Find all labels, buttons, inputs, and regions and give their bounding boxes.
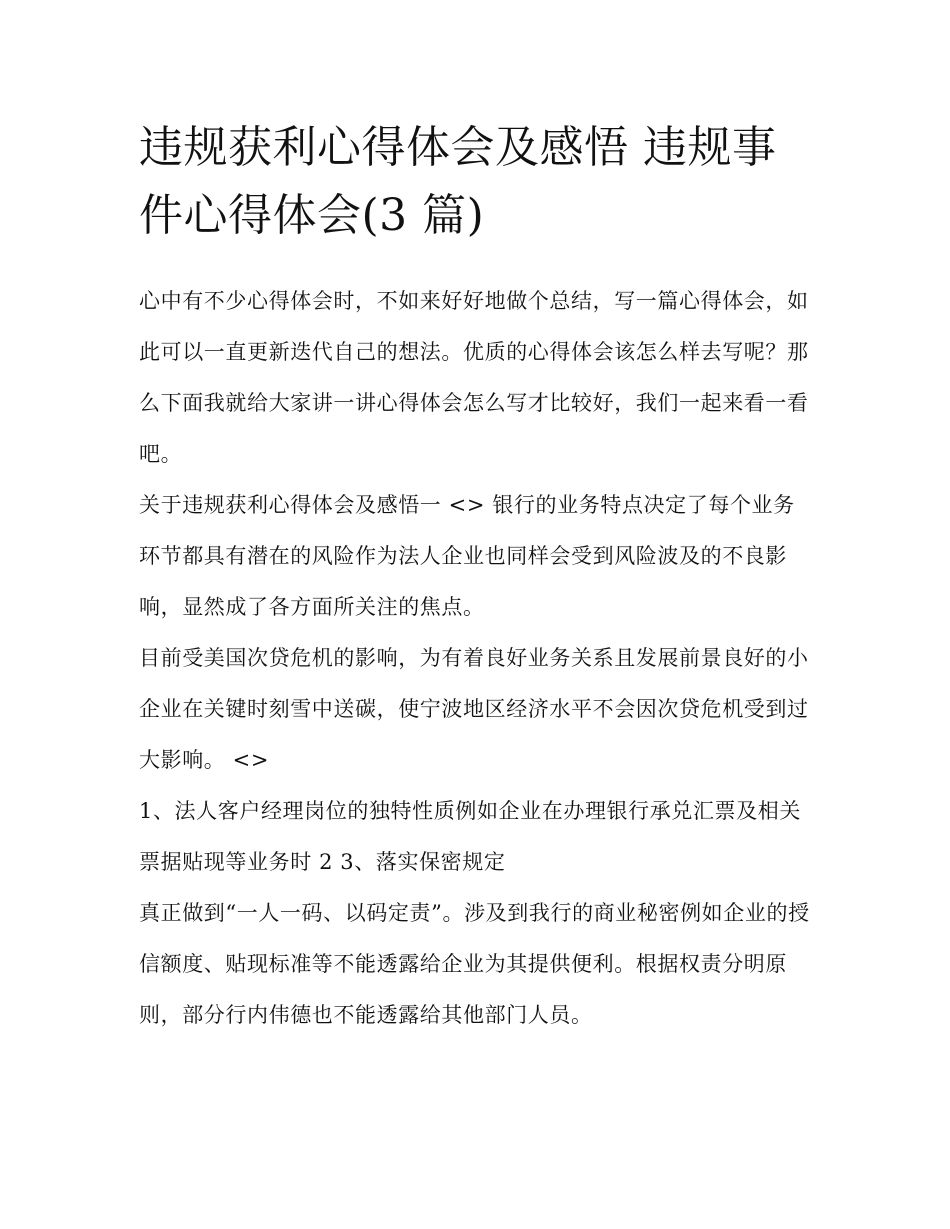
paragraph-confidentiality: 真正做到“一人一码、以码定责”。涉及到我行的商业秘密例如企业的授信额度、贴现标准等不能透露给企业为其提供便利。根据权责分明原则，部分行内伟德也不能透露给其他部门人员。 <box>139 901 810 1027</box>
paragraph-intro: 心中有不少心得体会时，不如来好好地做个总结，写一篇心得体会，如此可以一直更新迭代自己的想法。优质的心得体会该怎么样去写呢？那么下面我就给大家讲一讲心得体会怎么写才比较好，我们一起来看一看吧。 <box>139 289 809 466</box>
document-title: 违规获利心得体会及感悟 违规事件心得体会(3 篇) <box>139 122 777 241</box>
paragraph-subprime: 目前受美国次贷危机的影响，为有着良好业务关系且发展前景良好的小企业在关键时刻雪中送碳，使宁波地区经济水平不会因次贷危机受到过大影响。 <> <box>139 646 809 772</box>
paragraph-bank-risk: 关于违规获利心得体会及感悟一 <> 银行的业务特点决定了每个业务环节都具有潜在的风险作为法人企业也同样会受到风险波及的不良影响，显然成了各方面所关注的焦点。 <box>139 493 795 619</box>
document-page <box>139 114 815 1041</box>
paragraph-manager-role: 1、法人客户经理岗位的独特性质例如企业在办理银行承兑汇票及相关票据贴现等业务时 2 3、落实保密规定 <box>139 799 801 874</box>
